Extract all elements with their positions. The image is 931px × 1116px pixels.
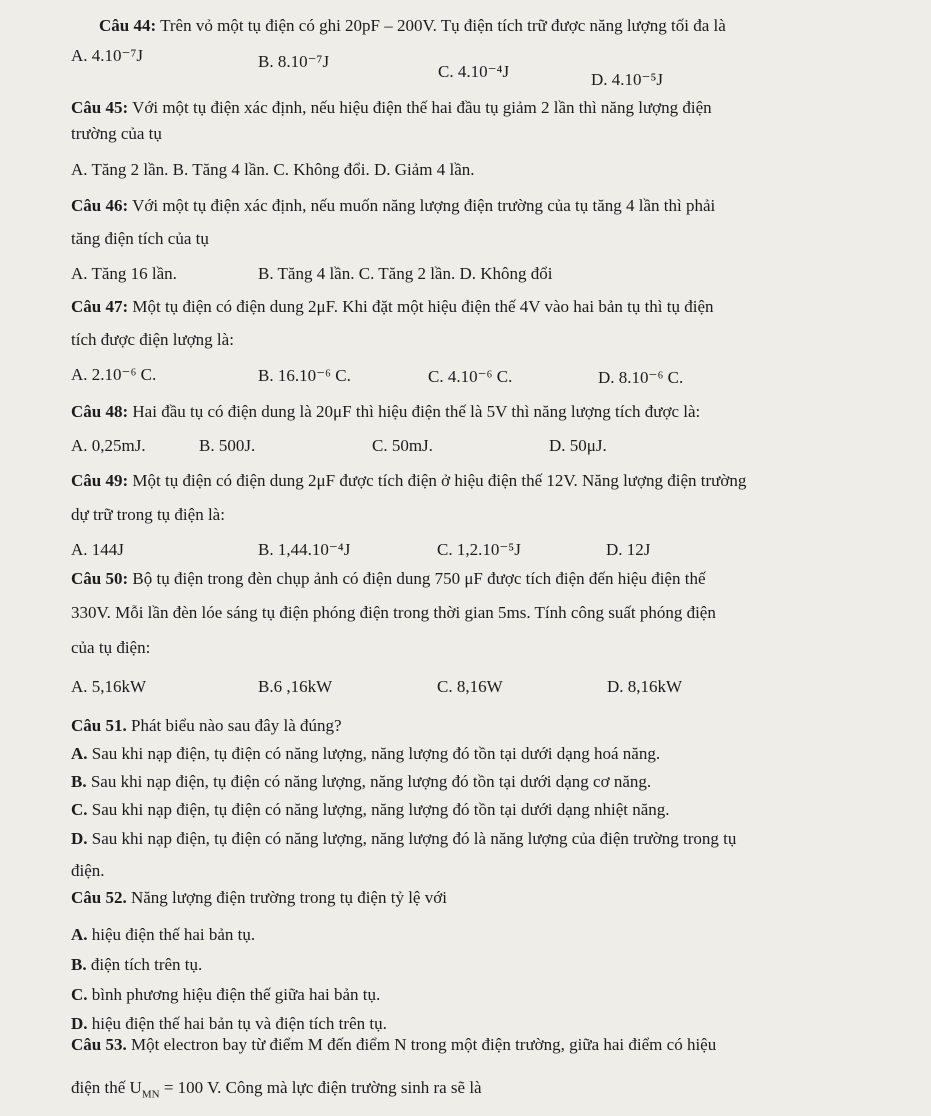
- q47-number: Câu 47:: [71, 297, 129, 316]
- q51-option-c: [71, 800, 670, 820]
- q53-number: Câu 53.: [71, 1035, 127, 1054]
- q53-stem-line2: [71, 1078, 482, 1104]
- q48-text: Hai đầu tụ có điện dung là 20μF thì hiệu điện thế là 5V thì năng lượng tích được là:: [128, 402, 701, 421]
- q46-options-rest: B. Tăng 4 lần. C. Tăng 2 lần. D. Không đổi: [258, 264, 553, 283]
- q50-stem-line2: 330V. Mỗi lần đèn lóe sáng tụ điện phóng điện trong thời gian 5ms. Tính công suất phóng điện: [71, 603, 716, 622]
- q51-text: Phát biểu nào sau đây là đúng?: [126, 716, 342, 735]
- q49-option-a: A. 144J: [71, 540, 124, 559]
- q51-option-a-letter: A.: [71, 744, 88, 763]
- q52-stem: [71, 888, 447, 908]
- q48-option-c: C. 50mJ.: [372, 436, 433, 455]
- q47-option-b: B. 16.10⁻⁶ C.: [258, 366, 351, 385]
- q49-option-d: D. 12J: [606, 540, 651, 559]
- q44-stem: [99, 16, 726, 36]
- q48-option-b: B. 500J.: [199, 436, 256, 455]
- q51-option-a-text: Sau khi nạp điện, tụ điện có năng lượng, năng lượng đó tồn tại dưới dạng hoá năng.: [87, 744, 661, 763]
- q51-option-b-text: Sau khi nạp điện, tụ điện có năng lượng, năng lượng đó tồn tại dưới dạng cơ năng.: [86, 772, 652, 791]
- q52-option-a-text: hiệu điện thế hai bản tụ.: [87, 925, 256, 944]
- q52-option-d-letter: D.: [71, 1014, 88, 1033]
- q45-stem-line2: trường của tụ: [71, 124, 162, 143]
- q47-option-c: C. 4.10⁻⁶ C.: [428, 367, 513, 386]
- q51-option-c-text: Sau khi nạp điện, tụ điện có năng lượng, năng lượng đó tồn tại dưới dạng nhiệt năng.: [87, 800, 670, 819]
- q52-option-b-text: điện tích trên tụ.: [86, 955, 203, 974]
- q51-option-d-line1: [71, 829, 736, 849]
- q50-option-a: A. 5,16kW: [71, 677, 147, 696]
- q44-option-c: C. 4.10⁻⁴J: [438, 62, 510, 81]
- q49-stem-line1: [71, 471, 746, 491]
- q53-text: Một electron bay từ điểm M đến điểm N trong một điện trường, giữa hai điểm có hiệu: [126, 1035, 717, 1054]
- q47-text: Một tụ điện có điện dung 2μF. Khi đặt một hiệu điện thế 4V vào hai bản tụ thì tụ điện: [128, 297, 714, 316]
- q47-option-a: A. 2.10⁻⁶ C.: [71, 365, 157, 384]
- q45-text: Với một tụ điện xác định, nếu hiệu điện thế hai đầu tụ giảm 2 lần thì năng lượng điện: [128, 98, 712, 117]
- q46-text: Với một tụ điện xác định, nếu muốn năng lượng điện trường của tụ tăng 4 lần thì phải: [128, 196, 716, 215]
- q53-subscript: MN: [141, 1088, 160, 1101]
- q50-option-b: B.6 ,16kW: [258, 677, 333, 696]
- q51-stem: [71, 716, 342, 736]
- q52-option-a-letter: A.: [71, 925, 88, 944]
- q50-text: Bộ tụ điện trong đèn chụp ảnh có điện dung 750 μF được tích điện đến hiệu điện thế: [128, 569, 706, 588]
- q45-stem-line1: [71, 98, 712, 118]
- q51-option-d-text: Sau khi nạp điện, tụ điện có năng lượng, năng lượng đó là năng lượng của điện trường trong tụ: [87, 829, 737, 848]
- q49-number: Câu 49:: [71, 471, 129, 490]
- q51-number: Câu 51.: [71, 716, 127, 735]
- q48-number: Câu 48:: [71, 402, 129, 421]
- q48-option-d: D. 50μJ.: [549, 436, 607, 455]
- q53-text-line2: điện thế U: [71, 1078, 142, 1097]
- q45-options: A. Tăng 2 lần. B. Tăng 4 lần. C. Không đổi. D. Giảm 4 lần.: [71, 160, 475, 179]
- q52-option-d-text: hiệu điện thế hai bản tụ và điện tích trên tụ.: [87, 1014, 387, 1033]
- q44-number: Câu 44:: [99, 16, 157, 35]
- q48-option-a: A. 0,25mJ.: [71, 436, 146, 455]
- q47-stem-line1: [71, 297, 714, 317]
- q46-stem-line1: [71, 196, 715, 216]
- q50-stem-line1: [71, 569, 706, 589]
- q51-option-b-letter: B.: [71, 772, 87, 791]
- q49-stem-line2: dự trữ trong tụ điện là:: [71, 505, 225, 524]
- q50-stem-line3: của tụ điện:: [71, 638, 151, 657]
- q52-option-c-letter: C.: [71, 985, 88, 1004]
- q52-option-a: [71, 925, 255, 945]
- q51-option-b: [71, 772, 651, 792]
- q51-option-d-line2: điện.: [71, 861, 105, 880]
- q50-option-d: D. 8,16kW: [607, 677, 683, 696]
- q49-option-c: C. 1,2.10⁻⁵J: [437, 540, 521, 559]
- q52-number: Câu 52.: [71, 888, 127, 907]
- q47-option-d: D. 8.10⁻⁶ C.: [598, 368, 684, 387]
- q49-option-b: B. 1,44.10⁻⁴J: [258, 540, 351, 559]
- q52-option-b-letter: B.: [71, 955, 87, 974]
- q51-option-d-letter: D.: [71, 829, 88, 848]
- q47-stem-line2: tích được điện lượng là:: [71, 330, 234, 349]
- q46-stem-line2: tăng điện tích của tụ: [71, 229, 209, 248]
- q52-option-c: [71, 985, 380, 1005]
- q53-text-line2-end: = 100 V. Công mà lực điện trường sinh ra sẽ là: [159, 1078, 482, 1097]
- q44-option-a: A. 4.10⁻⁷J: [71, 46, 144, 65]
- q49-text: Một tụ điện có điện dung 2μF được tích điện ở hiệu điện thế 12V. Năng lượng điện trường: [128, 471, 747, 490]
- q46-number: Câu 46:: [71, 196, 129, 215]
- q51-option-c-letter: C.: [71, 800, 88, 819]
- q44-text: Trên vỏ một tụ điện có ghi 20pF – 200V. Tụ điện tích trữ được năng lượng tối đa là: [156, 16, 726, 35]
- q53-stem-line1: [71, 1035, 716, 1055]
- q46-option-a: A. Tăng 16 lần.: [71, 264, 177, 283]
- q50-option-c: C. 8,16W: [437, 677, 503, 696]
- q51-option-a: [71, 744, 660, 764]
- q50-number: Câu 50:: [71, 569, 129, 588]
- q52-option-b: [71, 955, 202, 975]
- q48-stem: [71, 402, 700, 422]
- q44-option-d: D. 4.10⁻⁵J: [591, 70, 664, 89]
- q44-option-b: B. 8.10⁻⁷J: [258, 52, 330, 71]
- q52-text: Năng lượng điện trường trong tụ điện tỷ lệ với: [126, 888, 447, 907]
- q45-number: Câu 45:: [71, 98, 129, 117]
- q52-option-d: [71, 1014, 387, 1034]
- q52-option-c-text: bình phương hiệu điện thế giữa hai bản tụ.: [87, 985, 381, 1004]
